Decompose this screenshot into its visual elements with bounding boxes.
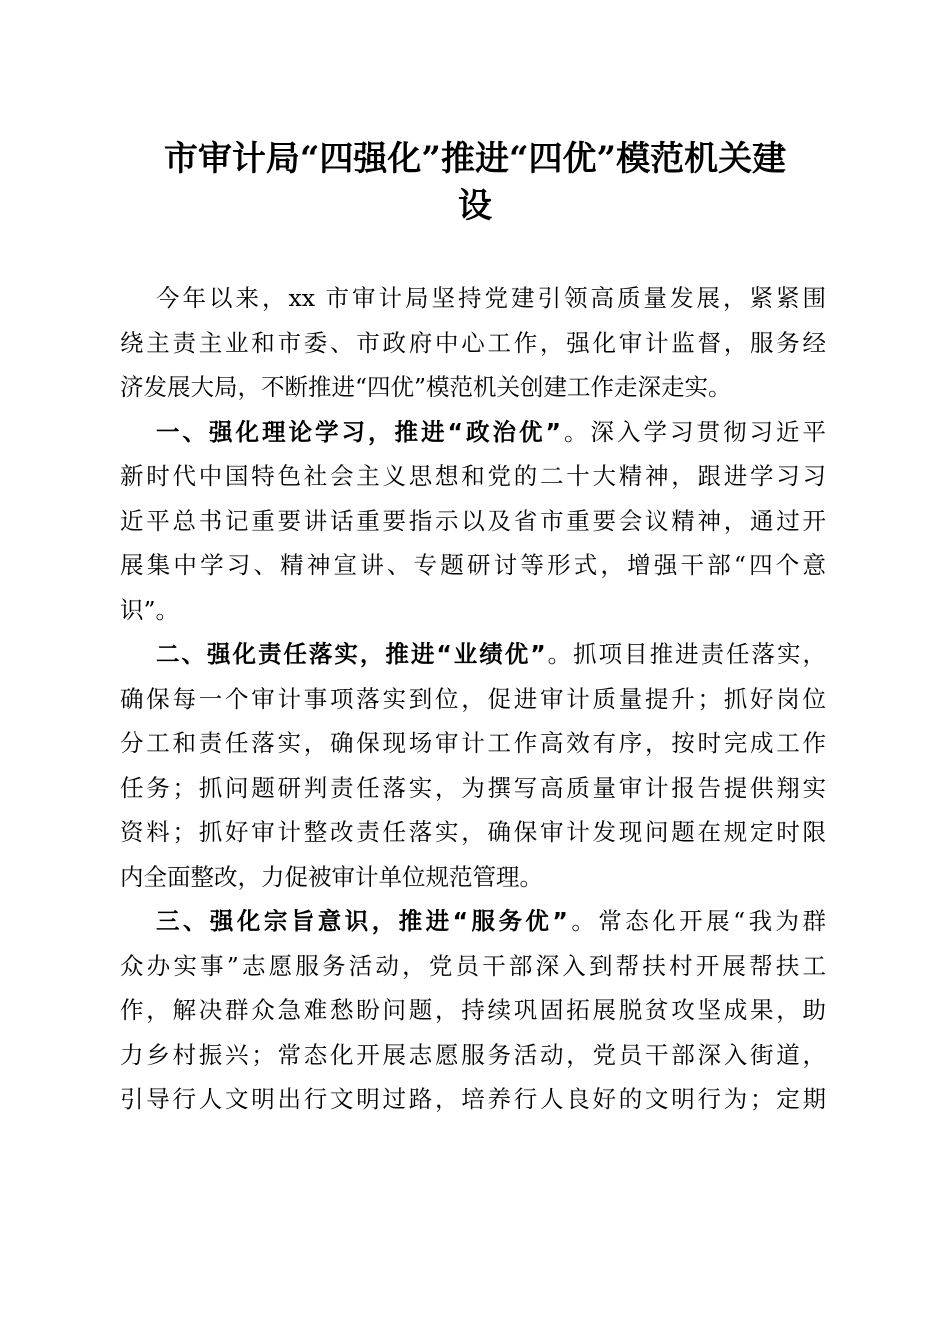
text-line: [120, 766, 826, 811]
text-line: [120, 632, 826, 677]
paragraph: [120, 632, 826, 899]
document-body: [120, 276, 826, 1122]
text-line: [120, 899, 826, 944]
line-text: 近平总书记重要讲话重要指示以及省市重要会议精神，通过开: [120, 506, 826, 535]
line-text: 识”。: [120, 595, 180, 624]
text-line: [120, 810, 826, 855]
text-line: [120, 988, 826, 1033]
title-line-2: 设: [458, 186, 492, 226]
text-line: [120, 677, 826, 722]
paragraph: [120, 276, 826, 410]
text-line: [120, 855, 826, 900]
section-heading: 三、强化宗旨意识，推进“服务优”: [156, 907, 568, 935]
text-line: [120, 1033, 826, 1078]
line-text: 众办实事”志愿服务活动，党员干部深入到帮扶村开展帮扶工: [120, 951, 826, 980]
line-text: 。深入学习贯彻习近平: [560, 417, 827, 446]
line-text: 任务；抓问题研判责任落实，为撰写高质量审计报告提供翔实: [120, 773, 826, 802]
line-text: 资料；抓好审计整改责任落实，确保审计发现问题在规定时限: [120, 818, 826, 846]
line-text: 作，解决群众急难愁盼问题，持续巩固拓展脱贫攻坚成果，助: [120, 996, 826, 1024]
line-text: 确保每一个审计事项落实到位，促进审计质量提升；抓好岗位: [120, 684, 826, 713]
text-line: [120, 588, 826, 633]
text-line: [120, 321, 826, 366]
line-text: 济发展大局，不断推进“四优”模范机关创建工作走深走实。: [120, 373, 732, 401]
text-line: [120, 365, 826, 410]
line-text: 。常态化开展“我为群: [567, 907, 827, 935]
line-text: 今年以来，xx 市审计局坚持党建引领高质量发展，紧紧围: [156, 284, 826, 312]
text-line: [120, 276, 826, 321]
line-text: 内全面整改，力促被审计单位规范管理。: [120, 862, 543, 891]
section-heading: 一、强化理论学习，推进“政治优”: [156, 417, 561, 446]
title-line-1: 市审计局“四强化”推进“四优”模范机关建: [163, 139, 787, 179]
paragraph: [120, 410, 826, 633]
paragraph: [120, 899, 826, 1122]
section-heading: 二、强化责任落实，推进“业绩优”: [156, 640, 546, 668]
text-line: [120, 543, 826, 588]
line-text: 展集中学习、精神宣讲、专题研讨等形式，增强干部“四个意: [120, 551, 826, 579]
text-line: [120, 1077, 826, 1122]
text-line: [120, 499, 826, 544]
text-line: [120, 454, 826, 499]
line-text: 力乡村振兴；常态化开展志愿服务活动，党员干部深入街道，: [120, 1040, 826, 1069]
line-text: 分工和责任落实，确保现场审计工作高效有序，按时完成工作: [120, 729, 826, 757]
text-line: [120, 944, 826, 989]
text-line: [120, 410, 826, 455]
document-title: [100, 136, 850, 230]
line-text: 引导行人文明出行文明过路，培养行人良好的文明行为；定期: [120, 1085, 826, 1113]
line-text: 新时代中国特色社会主义思想和党的二十大精神，跟进学习习: [120, 462, 826, 490]
text-line: [120, 721, 826, 766]
line-text: 。抓项目推进责任落实，: [545, 640, 827, 668]
line-text: 绕主责主业和市委、市政府中心工作，强化审计监督，服务经: [120, 328, 826, 357]
